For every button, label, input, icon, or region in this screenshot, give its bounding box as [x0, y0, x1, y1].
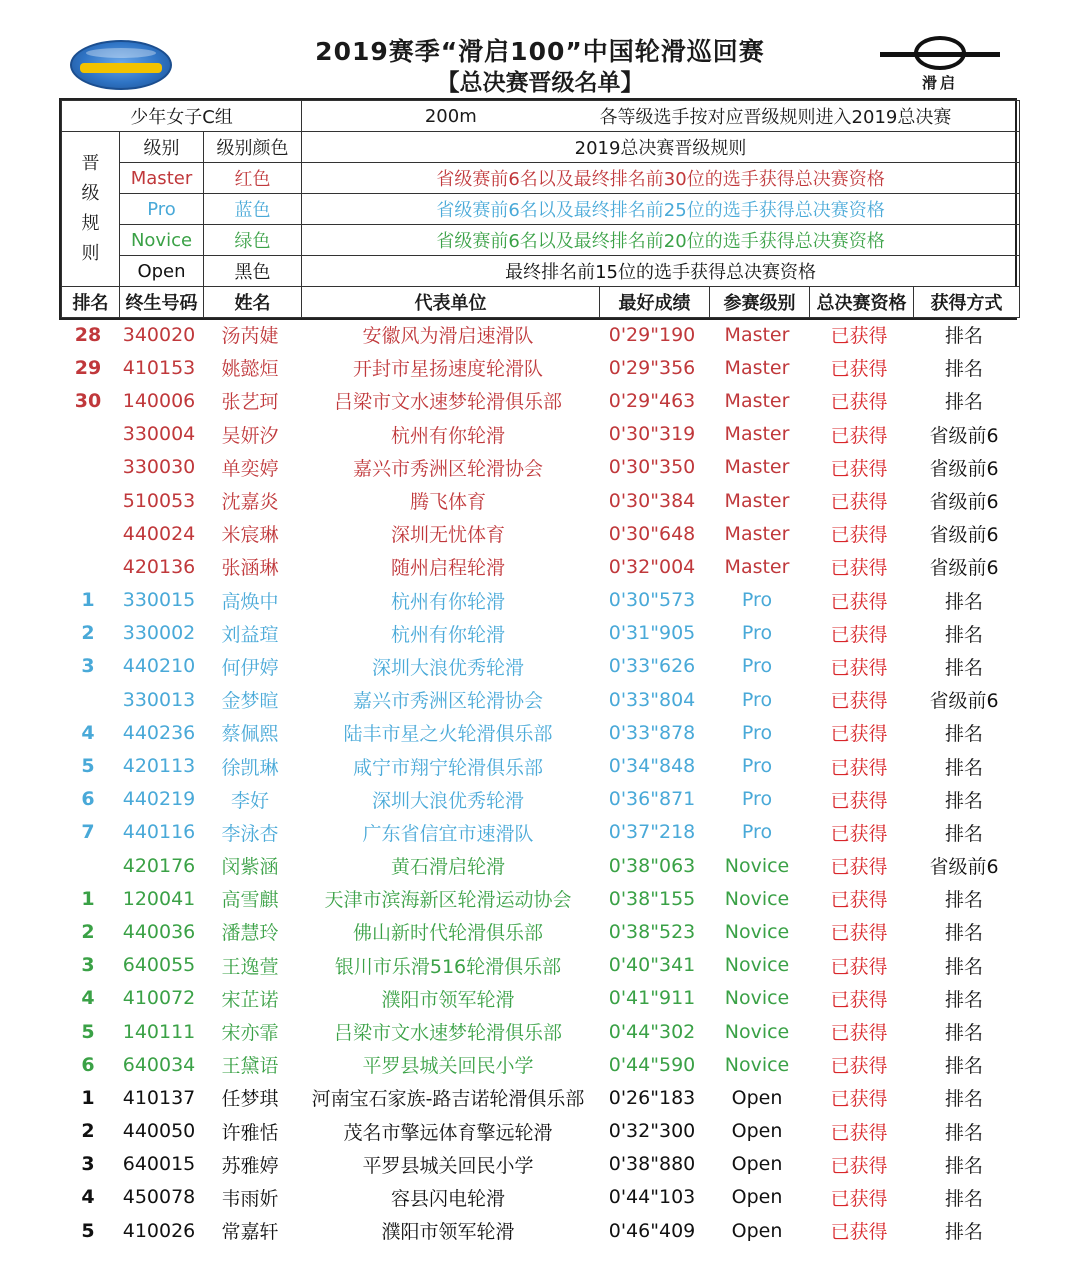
rule-row-open: Open 黑色 最终排名前15位的选手获得总决赛资格 [62, 256, 1020, 287]
rank-cell: 1 [81, 887, 95, 910]
group-name: 少年女子C组 [62, 101, 302, 132]
rank-cell [59, 517, 117, 550]
table-row [59, 584, 1017, 617]
table-row [59, 384, 1017, 417]
id-cell: 440219 [122, 788, 196, 811]
time-cell: 0'32"300 [608, 1120, 696, 1143]
level-cell: Pro [741, 688, 773, 711]
rank-cell [59, 451, 117, 484]
method-cell: 省级前6 [929, 424, 999, 447]
time-cell: 0'44"302 [608, 1020, 696, 1043]
level-cell: Novice [724, 887, 790, 910]
table-row [59, 683, 1017, 716]
name-cell: 宋亦霏 [221, 1022, 279, 1045]
status-cell: 已获得 [830, 391, 888, 414]
status-cell: 已获得 [830, 955, 888, 978]
name-cell: 王黛语 [221, 1055, 279, 1078]
name-cell: 张涵琳 [221, 557, 279, 580]
id-cell: 410153 [122, 356, 196, 379]
table-row [59, 1148, 1017, 1181]
table-row [59, 1214, 1017, 1247]
time-cell: 0'30"573 [608, 589, 696, 612]
name-cell: 刘益瑄 [221, 623, 279, 646]
rank-cell [59, 484, 117, 517]
rank-cell [59, 418, 117, 451]
id-cell: 330013 [122, 688, 196, 711]
table-row [59, 650, 1017, 683]
rank-cell: 5 [81, 1219, 95, 1242]
status-cell: 已获得 [830, 656, 888, 679]
rank-cell [59, 550, 117, 583]
level-cell: Novice [724, 920, 790, 943]
id-cell: 420136 [122, 555, 196, 578]
table-row [59, 915, 1017, 948]
time-cell: 0'29"463 [608, 389, 696, 412]
method-cell: 排名 [944, 358, 983, 381]
time-cell: 0'30"319 [608, 423, 696, 446]
rules-col-rule: 2019总决赛晋级规则 [302, 132, 1020, 163]
name-cell: 单奕婷 [221, 457, 279, 480]
rank-cell: 4 [81, 987, 95, 1010]
name-cell: 何伊婷 [221, 656, 279, 679]
id-cell: 440024 [122, 522, 196, 545]
method-cell: 排名 [944, 1187, 983, 1210]
rank-cell: 28 [74, 323, 102, 346]
id-cell: 510053 [122, 489, 196, 512]
level-cell: Master [724, 323, 790, 346]
status-cell: 已获得 [830, 756, 888, 779]
level-cell: Novice [724, 987, 790, 1010]
id-cell: 340020 [122, 323, 196, 346]
rank-cell: 4 [81, 1186, 95, 1209]
unit-cell: 开封市星扬速度轮滑队 [352, 358, 543, 381]
status-cell: 已获得 [830, 457, 888, 480]
table-row [59, 1081, 1017, 1114]
name-cell: 姚懿烜 [221, 358, 279, 381]
status-cell: 已获得 [830, 1154, 888, 1177]
qualification-note: 各等级选手按对应晋级规则进入2019总决赛 [600, 101, 1020, 132]
status-cell: 已获得 [830, 856, 888, 879]
method-cell: 省级前6 [929, 491, 999, 514]
unit-cell: 杭州有你轮滑 [390, 424, 505, 447]
rule-row-novice: Novice 绿色 省级赛前6名以及最终排名前20位的选手获得总决赛资格 [62, 225, 1020, 256]
time-cell: 0'41"911 [608, 987, 696, 1010]
time-cell: 0'44"103 [608, 1186, 696, 1209]
status-cell: 已获得 [830, 590, 888, 613]
id-cell: 440050 [122, 1120, 196, 1143]
distance: 200m [302, 101, 600, 132]
name-cell: 任梦琪 [221, 1088, 279, 1111]
method-cell: 省级前6 [929, 457, 999, 480]
method-cell: 排名 [944, 325, 983, 348]
table-row [59, 318, 1017, 351]
rank-cell [59, 683, 117, 716]
time-cell: 0'38"880 [608, 1153, 696, 1176]
time-cell: 0'44"590 [608, 1053, 696, 1076]
method-cell: 省级前6 [929, 690, 999, 713]
table-row [59, 351, 1017, 384]
method-cell: 排名 [944, 590, 983, 613]
name-cell: 李好 [230, 789, 269, 812]
time-cell: 0'29"190 [608, 323, 696, 346]
name-cell: 苏雅婷 [221, 1154, 279, 1177]
results-table [59, 318, 1017, 1247]
rank-cell: 3 [81, 655, 95, 678]
time-cell: 0'37"218 [608, 821, 696, 844]
page-title: 2019赛季“滑启100”中国轮滑巡回赛 [315, 37, 765, 66]
table-row [59, 1181, 1017, 1214]
level-cell: Pro [741, 755, 773, 778]
table-row [59, 418, 1017, 451]
col-rank: 排名 [62, 287, 120, 318]
unit-cell: 容县闪电轮滑 [390, 1187, 505, 1210]
method-cell: 省级前6 [929, 557, 999, 580]
name-cell: 闵紫涵 [221, 856, 279, 879]
id-cell: 450078 [122, 1186, 196, 1209]
time-cell: 0'29"356 [608, 356, 696, 379]
method-cell: 排名 [944, 922, 983, 945]
status-cell: 已获得 [830, 524, 888, 547]
method-cell: 排名 [944, 391, 983, 414]
time-cell: 0'30"648 [608, 522, 696, 545]
rule-row-master: Master 红色 省级赛前6名以及最终排名前30位的选手获得总决赛资格 [62, 163, 1020, 194]
skate-start-logo [880, 36, 1000, 92]
table-row [59, 716, 1017, 749]
method-cell: 排名 [944, 822, 983, 845]
status-cell: 已获得 [830, 723, 888, 746]
rank-cell: 4 [81, 721, 95, 744]
time-cell: 0'36"871 [608, 788, 696, 811]
id-cell: 410072 [122, 987, 196, 1010]
rules-col-level: 级别 [120, 132, 204, 163]
status-cell: 已获得 [830, 789, 888, 812]
level-cell: Open [731, 1120, 783, 1143]
method-cell: 省级前6 [929, 856, 999, 879]
level-cell: Master [724, 522, 790, 545]
table-row [59, 1048, 1017, 1081]
name-cell: 许雅恬 [221, 1121, 279, 1144]
id-cell: 410026 [122, 1219, 196, 1242]
status-cell: 已获得 [830, 690, 888, 713]
info-row [62, 101, 1020, 132]
status-cell: 已获得 [830, 557, 888, 580]
time-cell: 0'30"350 [608, 456, 696, 479]
table-row [59, 617, 1017, 650]
name-cell: 蔡佩熙 [221, 723, 279, 746]
id-cell: 140111 [122, 1020, 196, 1043]
unit-cell: 安徽风为滑启速滑队 [362, 325, 534, 348]
time-cell: 0'33"804 [608, 688, 696, 711]
level-cell: Open [731, 1219, 783, 1242]
time-cell: 0'38"155 [608, 887, 696, 910]
method-cell: 排名 [944, 988, 983, 1011]
rule-row-pro: Pro 蓝色 省级赛前6名以及最终排名前25位的选手获得总决赛资格 [62, 194, 1020, 225]
time-cell: 0'38"063 [608, 854, 696, 877]
method-cell: 排名 [944, 1055, 983, 1078]
id-cell: 120041 [122, 887, 196, 910]
rank-cell: 1 [81, 1086, 95, 1109]
rank-cell: 2 [81, 920, 95, 943]
status-cell: 已获得 [830, 822, 888, 845]
method-cell: 排名 [944, 1221, 983, 1244]
status-cell: 已获得 [830, 889, 888, 912]
unit-cell: 深圳大浪优秀轮滑 [371, 789, 524, 812]
table-row [59, 484, 1017, 517]
unit-cell: 河南宝石家族-路吉诺轮滑俱乐部 [311, 1088, 585, 1111]
level-cell: Novice [724, 854, 790, 877]
unit-cell: 随州启程轮滑 [390, 557, 505, 580]
unit-cell: 黄石滑启轮滑 [390, 856, 505, 879]
table-row [59, 550, 1017, 583]
unit-cell: 银川市乐滑516轮滑俱乐部 [334, 955, 562, 978]
name-cell: 潘慧玲 [221, 922, 279, 945]
rank-cell: 5 [81, 1020, 95, 1043]
rank-cell: 30 [74, 389, 102, 412]
unit-cell: 深圳无忧体育 [390, 524, 505, 547]
method-cell: 排名 [944, 1121, 983, 1144]
level-cell: Novice [724, 1020, 790, 1043]
time-cell: 0'33"878 [608, 721, 696, 744]
name-cell: 常嘉轩 [221, 1221, 279, 1244]
page-subtitle: 【总决赛晋级名单】 [436, 70, 644, 96]
unit-cell: 平罗县城关回民小学 [362, 1154, 534, 1177]
method-cell: 省级前6 [929, 524, 999, 547]
status-cell: 已获得 [830, 922, 888, 945]
name-cell: 沈嘉炎 [221, 491, 279, 514]
level-cell: Open [731, 1153, 783, 1176]
col-time: 最好成绩 [600, 287, 710, 318]
name-cell: 米宸琳 [221, 524, 279, 547]
unit-cell: 杭州有你轮滑 [390, 623, 505, 646]
level-cell: Pro [741, 622, 773, 645]
method-cell: 排名 [944, 1022, 983, 1045]
col-id: 终生号码 [120, 287, 204, 318]
status-cell: 已获得 [830, 325, 888, 348]
status-cell: 已获得 [830, 424, 888, 447]
table-row [59, 1115, 1017, 1148]
name-cell: 金梦暄 [221, 690, 279, 713]
level-cell: Master [724, 555, 790, 578]
time-cell: 0'26"183 [608, 1086, 696, 1109]
id-cell: 440236 [122, 721, 196, 744]
time-cell: 0'34"848 [608, 755, 696, 778]
level-cell: Master [724, 389, 790, 412]
table-row [59, 749, 1017, 782]
level-cell: Pro [741, 589, 773, 612]
col-unit: 代表单位 [302, 287, 600, 318]
method-cell: 排名 [944, 656, 983, 679]
id-cell: 640015 [122, 1153, 196, 1176]
id-cell: 640034 [122, 1053, 196, 1076]
rank-cell: 5 [81, 755, 95, 778]
unit-cell: 广东省信宜市速滑队 [362, 822, 534, 845]
id-cell: 330015 [122, 589, 196, 612]
status-cell: 已获得 [830, 623, 888, 646]
status-cell: 已获得 [830, 1121, 888, 1144]
status-cell: 已获得 [830, 1088, 888, 1111]
status-cell: 已获得 [830, 1055, 888, 1078]
col-level: 参赛级别 [710, 287, 810, 318]
level-cell: Open [731, 1086, 783, 1109]
rank-cell: 3 [81, 954, 95, 977]
method-cell: 排名 [944, 789, 983, 812]
table-row [59, 949, 1017, 982]
id-cell: 440210 [122, 655, 196, 678]
unit-cell: 天津市滨海新区轮滑运动协会 [324, 889, 572, 912]
table-row [59, 982, 1017, 1015]
unit-cell: 吕梁市文水速梦轮滑俱乐部 [333, 391, 562, 414]
id-cell: 420176 [122, 854, 196, 877]
table-row [59, 849, 1017, 882]
id-cell: 640055 [122, 954, 196, 977]
table-row [59, 816, 1017, 849]
level-cell: Pro [741, 821, 773, 844]
name-cell: 王逸萱 [221, 955, 279, 978]
association-logo [70, 40, 172, 90]
rules-side-label: 晋 级 规 则 [62, 132, 120, 287]
id-cell: 330002 [122, 622, 196, 645]
table-row [59, 882, 1017, 915]
level-cell: Master [724, 423, 790, 446]
unit-cell: 杭州有你轮滑 [390, 590, 505, 613]
id-cell: 140006 [122, 389, 196, 412]
unit-cell: 濮阳市领军轮滑 [381, 988, 515, 1011]
results-header-row [62, 287, 1020, 318]
name-cell: 韦雨妡 [221, 1187, 279, 1210]
time-cell: 0'33"626 [608, 655, 696, 678]
logo-text: 滑启 [921, 74, 958, 92]
rank-cell: 1 [81, 589, 95, 612]
unit-cell: 茂名市擎远体育擎远轮滑 [343, 1121, 553, 1144]
method-cell: 排名 [944, 623, 983, 646]
rank-cell: 6 [81, 1053, 95, 1076]
name-cell: 宋芷诺 [221, 988, 279, 1011]
rank-cell: 7 [81, 821, 95, 844]
method-cell: 排名 [944, 756, 983, 779]
level-cell: Novice [724, 954, 790, 977]
table-row [59, 1015, 1017, 1048]
col-status: 总决赛资格 [810, 287, 914, 318]
unit-cell: 咸宁市翔宁轮滑俱乐部 [352, 756, 543, 779]
method-cell: 排名 [944, 1088, 983, 1111]
unit-cell: 平罗县城关回民小学 [362, 1055, 534, 1078]
status-cell: 已获得 [830, 358, 888, 381]
level-cell: Open [731, 1186, 783, 1209]
col-name: 姓名 [204, 287, 302, 318]
name-cell: 吴妍汐 [221, 424, 279, 447]
time-cell: 0'31"905 [608, 622, 696, 645]
method-cell: 排名 [944, 889, 983, 912]
table-row [59, 783, 1017, 816]
name-cell: 张艺珂 [221, 391, 279, 414]
col-method: 获得方式 [914, 287, 1020, 318]
level-cell: Pro [741, 721, 773, 744]
id-cell: 440116 [122, 821, 196, 844]
status-cell: 已获得 [830, 491, 888, 514]
rank-cell: 6 [81, 788, 95, 811]
rank-cell: 2 [81, 622, 95, 645]
name-cell: 高雪麒 [221, 889, 279, 912]
level-cell: Pro [741, 655, 773, 678]
time-cell: 0'46"409 [608, 1219, 696, 1242]
level-cell: Master [724, 489, 790, 512]
unit-cell: 佛山新时代轮滑俱乐部 [352, 922, 543, 945]
level-cell: Master [724, 456, 790, 479]
time-cell: 0'32"004 [608, 555, 696, 578]
name-cell: 汤芮婕 [221, 325, 279, 348]
page-header [0, 0, 1080, 98]
status-cell: 已获得 [830, 1187, 888, 1210]
level-cell: Pro [741, 788, 773, 811]
rank-cell: 3 [81, 1153, 95, 1176]
unit-cell: 濮阳市领军轮滑 [381, 1221, 515, 1244]
id-cell: 330004 [122, 423, 196, 446]
method-cell: 排名 [944, 723, 983, 746]
id-cell: 330030 [122, 456, 196, 479]
rank-cell: 29 [74, 356, 102, 379]
name-cell: 李泳杏 [221, 822, 279, 845]
status-cell: 已获得 [830, 988, 888, 1011]
name-cell: 高焕中 [221, 590, 279, 613]
unit-cell: 嘉兴市秀洲区轮滑协会 [352, 690, 543, 713]
time-cell: 0'30"384 [608, 489, 696, 512]
id-cell: 410137 [122, 1086, 196, 1109]
time-cell: 0'38"523 [608, 920, 696, 943]
unit-cell: 深圳大浪优秀轮滑 [371, 656, 524, 679]
level-cell: Master [724, 356, 790, 379]
status-cell: 已获得 [830, 1221, 888, 1244]
method-cell: 排名 [944, 1154, 983, 1177]
id-cell: 440036 [122, 920, 196, 943]
rules-table [59, 98, 1017, 320]
level-cell: Novice [724, 1053, 790, 1076]
id-cell: 420113 [122, 755, 196, 778]
rules-col-color: 级别颜色 [204, 132, 302, 163]
table-row [59, 517, 1017, 550]
unit-cell: 腾飞体育 [409, 491, 486, 514]
unit-cell: 吕梁市文水速梦轮滑俱乐部 [333, 1022, 562, 1045]
unit-cell: 嘉兴市秀洲区轮滑协会 [352, 457, 543, 480]
status-cell: 已获得 [830, 1022, 888, 1045]
unit-cell: 陆丰市星之火轮滑俱乐部 [343, 723, 553, 746]
name-cell: 徐凯琳 [221, 756, 279, 779]
table-row [59, 451, 1017, 484]
method-cell: 排名 [944, 955, 983, 978]
rank-cell: 2 [81, 1120, 95, 1143]
rank-cell [59, 849, 117, 882]
time-cell: 0'40"341 [608, 954, 696, 977]
